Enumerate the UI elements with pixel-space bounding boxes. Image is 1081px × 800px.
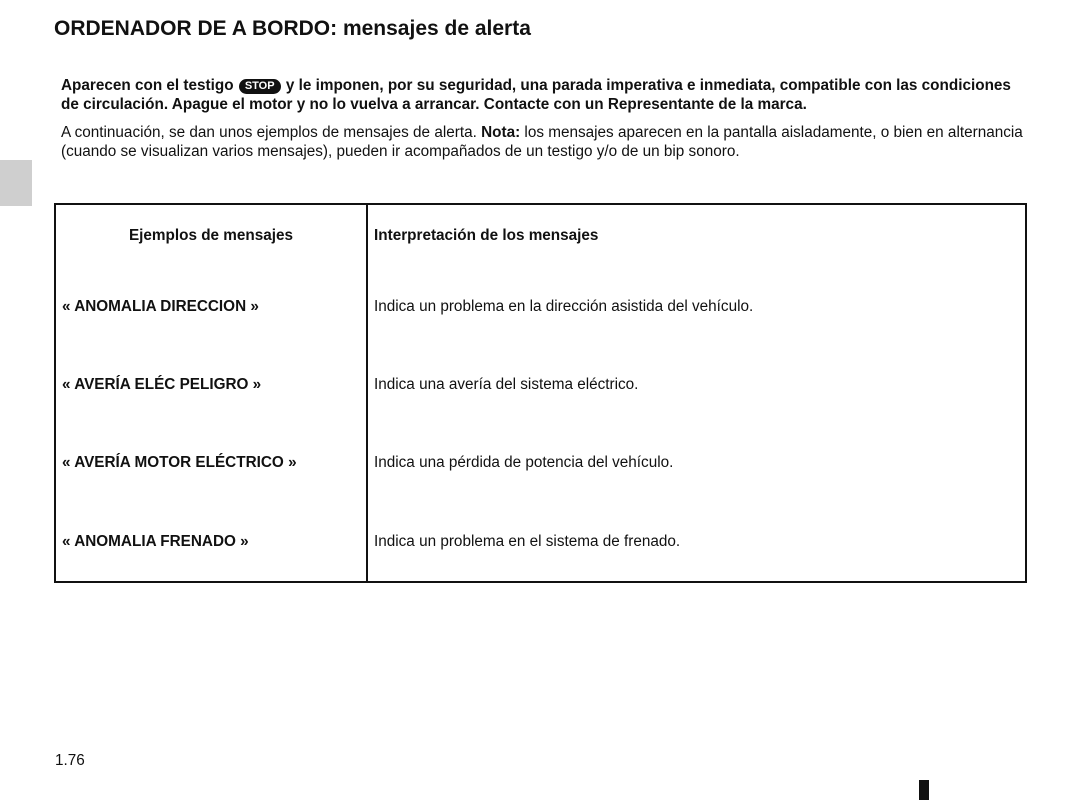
- table-row: [55, 503, 1026, 582]
- column-header-interpretation: Interpretación de los mensajes: [367, 204, 1026, 267]
- table-row: [55, 267, 1026, 345]
- message-example: « AVERÍA MOTOR ELÉCTRICO »: [55, 424, 367, 502]
- page-corner-mark: [919, 780, 929, 800]
- intro-text-end: los mensajes aparecen en la pantalla aisladamente, o bien en alternancia (cuando se visualizan varios mensajes), pueden ir acompañados de un testigo y/o de un bip sonoro.: [61, 124, 1023, 160]
- message-interpretation: Indica una avería del sistema eléctrico.: [367, 346, 1026, 424]
- chapter-tab-marker: [0, 160, 32, 206]
- message-example: « ANOMALIA FRENADO »: [55, 503, 367, 582]
- table-row: [55, 346, 1026, 424]
- intro-text-start: A continuación, se dan unos ejemplos de mensajes de alerta.: [61, 124, 482, 141]
- intro-paragraph: [61, 123, 1027, 161]
- message-interpretation: Indica una pérdida de potencia del vehículo.: [367, 424, 1026, 502]
- column-header-examples: Ejemplos de mensajes: [55, 204, 367, 267]
- alert-messages-table: [54, 203, 1027, 583]
- table-row: [55, 424, 1026, 502]
- table-header-row: [55, 204, 1026, 267]
- message-interpretation: Indica un problema en el sistema de frenado.: [367, 503, 1026, 582]
- note-label: Nota:: [481, 124, 521, 141]
- stop-icon: STOP: [239, 79, 281, 94]
- warning-text-start: Aparecen con el testigo: [61, 77, 238, 94]
- message-example: « ANOMALIA DIRECCION »: [55, 267, 367, 345]
- warning-text-end: y le imponen, por su seguridad, una parada imperativa e inmediata, compatible con las condiciones de circulación. Apague el motor y no lo vuelva a arrancar. Contacte con un Representante de la marca.: [61, 77, 1011, 113]
- page-title: ORDENADOR DE A BORDO: mensajes de alerta: [54, 17, 531, 40]
- message-example: « AVERÍA ELÉC PELIGRO »: [55, 346, 367, 424]
- stop-warning-paragraph: [61, 76, 1027, 114]
- message-interpretation: Indica un problema en la dirección asistida del vehículo.: [367, 267, 1026, 345]
- page-number: 1.76: [55, 752, 85, 769]
